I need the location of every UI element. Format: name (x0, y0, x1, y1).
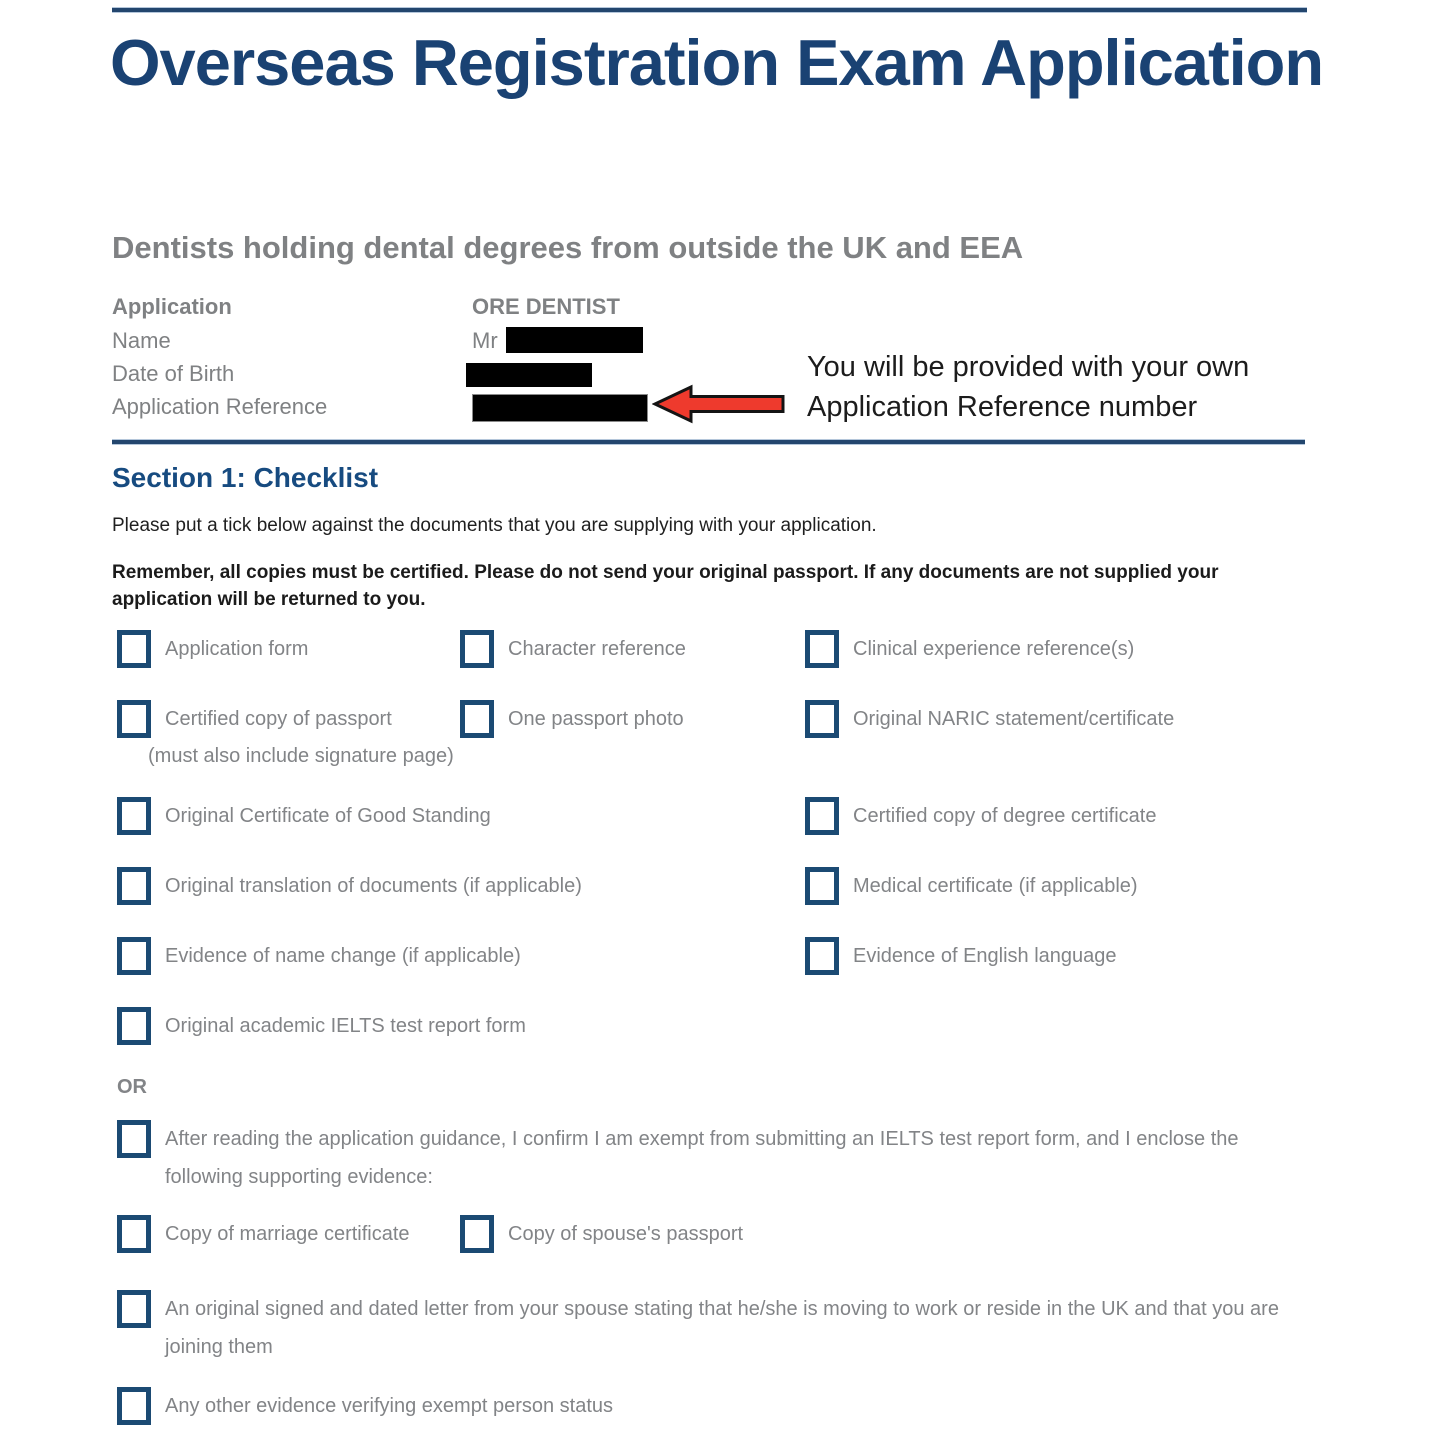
checklist-item-spouse-letter (117, 1290, 1305, 1366)
checkbox-ielts-report[interactable] (117, 1007, 151, 1045)
checklist-item-marriage-certificate (117, 1215, 410, 1253)
checklist-item-passport-copy (117, 700, 392, 738)
checkbox-name-change[interactable] (117, 937, 151, 975)
top-divider (112, 7, 1307, 13)
checkbox-spouse-passport[interactable] (460, 1215, 494, 1253)
checkbox-label: Evidence of name change (if applicable) (165, 945, 521, 967)
checklist-item-translation (117, 867, 582, 905)
checkbox-english-language[interactable] (805, 937, 839, 975)
reference-value (472, 394, 648, 422)
checkbox-label: Any other evidence verifying exempt person status (165, 1395, 614, 1417)
annotation-note: You will be provided with your own Application Reference number (807, 351, 1250, 423)
checkbox-label: Certified copy of passport (165, 708, 392, 730)
checkbox-marriage-certificate[interactable] (117, 1215, 151, 1253)
checkbox-label: Original academic IELTS test report form (165, 1015, 526, 1037)
checklist-item-name-change (117, 937, 521, 975)
checkbox-label: Certified copy of degree certificate (853, 805, 1157, 827)
name-prefix: Mr (472, 328, 498, 353)
or-separator: OR (117, 1076, 147, 1098)
section-divider (112, 439, 1305, 445)
checkbox-clinical-experience[interactable] (805, 630, 839, 668)
checklist-item-character-reference (460, 630, 686, 668)
checkbox-spouse-letter[interactable] (117, 1290, 151, 1328)
page-title: Overseas Registration Exam Application (110, 26, 1324, 99)
name-value (472, 328, 643, 354)
checkbox-label: Clinical experience reference(s) (853, 638, 1135, 660)
checkbox-application-form[interactable] (117, 630, 151, 668)
checklist-item-spouse-passport (460, 1215, 743, 1253)
name-label: Name (112, 328, 171, 353)
checklist-item-medical-certificate (805, 867, 1138, 905)
section-intro: Please put a tick below against the documents that you are supplying with your application. (112, 515, 877, 536)
checkbox-label: Original translation of documents (if applicable) (165, 875, 582, 897)
checkbox-label: Character reference (508, 638, 686, 660)
checkbox-label: Original NARIC statement/certificate (853, 708, 1175, 730)
checkbox-label: Copy of marriage certificate (165, 1223, 410, 1245)
reference-label: Application Reference (112, 394, 328, 419)
checklist-item-clinical-experience (805, 630, 1134, 668)
redacted-name-value (506, 327, 643, 353)
checkbox-character-reference[interactable] (460, 630, 494, 668)
checkbox-label: Medical certificate (if applicable) (853, 875, 1138, 897)
checklist-item-degree-certificate (805, 797, 1157, 835)
checkbox-naric-statement[interactable] (805, 700, 839, 738)
checkbox-label: Original Certificate of Good Standing (165, 805, 491, 827)
checkbox-label: Application form (165, 638, 309, 660)
checkbox-ielts-exempt[interactable] (117, 1120, 151, 1158)
checkbox-label: Copy of spouse's passport (508, 1223, 744, 1245)
checkbox-medical-certificate[interactable] (805, 867, 839, 905)
checkbox-good-standing[interactable] (117, 797, 151, 835)
application-label: Application (112, 294, 232, 319)
redacted-dob-value (466, 363, 592, 387)
checklist-item-ielts-report (117, 1007, 526, 1045)
checkbox-label: An original signed and dated letter from your spouse stating that he/she is moving to work or reside in the UK and that you are joining them (165, 1298, 1279, 1358)
section-warning: Remember, all copies must be certified. Please do not send your original passport. If any documents are not supplied your application will be returned to you. (112, 562, 1219, 610)
checkbox-translation[interactable] (117, 867, 151, 905)
left-arrow-icon (652, 384, 786, 424)
checklist-item-other-evidence (117, 1387, 613, 1425)
checkbox-other-evidence[interactable] (117, 1387, 151, 1425)
checklist-item-application-form (117, 630, 308, 668)
checklist-item-english-language (805, 937, 1117, 975)
page-subtitle: Dentists holding dental degrees from outside the UK and EEA (112, 230, 1024, 265)
checkbox-label: One passport photo (508, 708, 684, 730)
checklist-item-naric-statement (805, 700, 1174, 738)
checkbox-label: After reading the application guidance, I confirm I am exempt from submitting an IELTS test report form, and I enclose the following supporting evidence: (165, 1128, 1239, 1188)
redacted-reference-value (472, 394, 648, 422)
checkbox-passport-copy[interactable] (117, 700, 151, 738)
checkbox-passport-photo[interactable] (460, 700, 494, 738)
checklist-item-passport-photo (460, 700, 684, 738)
passport-copy-note: (must also include signature page) (148, 745, 454, 767)
checklist-item-good-standing (117, 797, 491, 835)
application-value: ORE DENTIST (472, 294, 620, 319)
checkbox-label: Evidence of English language (853, 945, 1117, 967)
checkbox-degree-certificate[interactable] (805, 797, 839, 835)
section-heading: Section 1: Checklist (112, 462, 379, 493)
dob-value (472, 361, 592, 387)
dob-label: Date of Birth (112, 361, 235, 386)
checklist-item-ielts-exempt (117, 1120, 1305, 1196)
